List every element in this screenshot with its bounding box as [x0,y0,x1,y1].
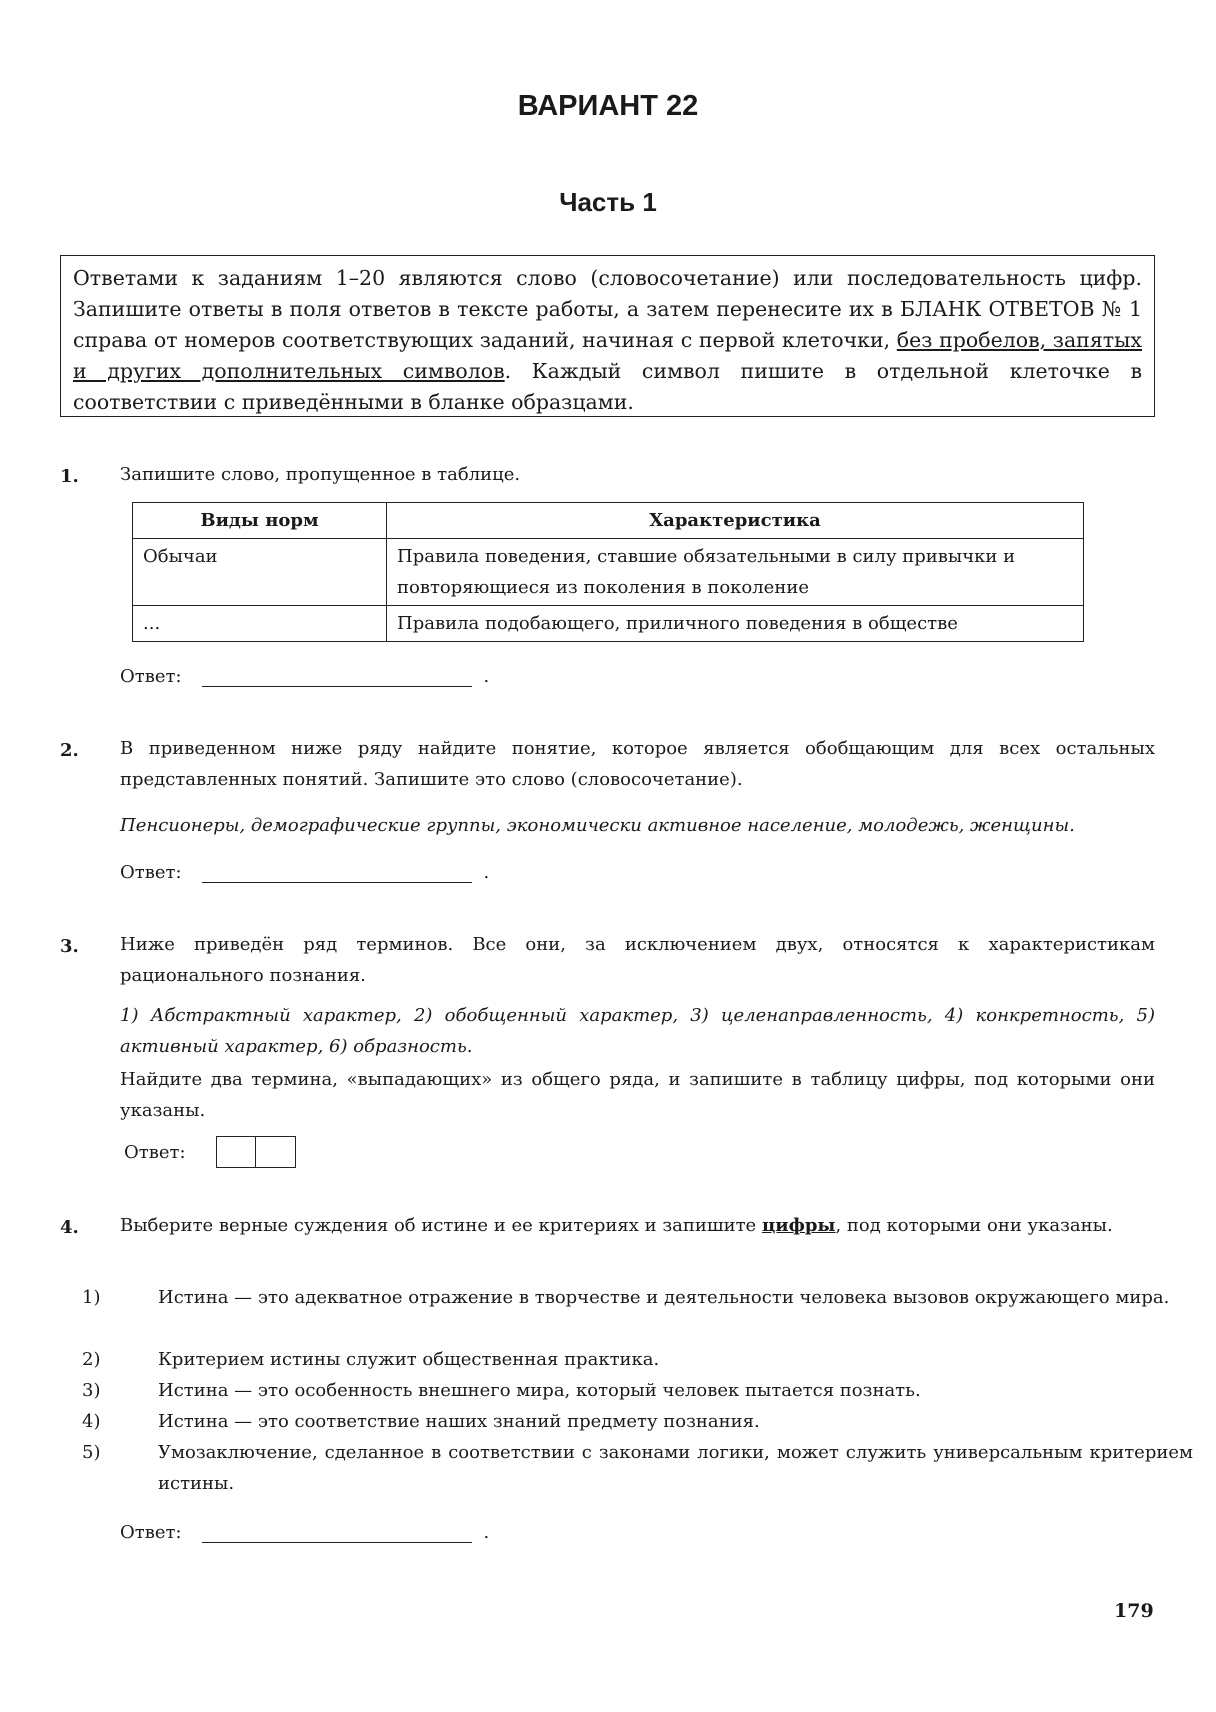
list-item [82,1344,1193,1375]
answer-label: Ответ: [124,1141,186,1163]
question-3-answer [124,1136,296,1168]
table-cell: Правила подобающего, приличного поведения в обществе [387,606,1084,642]
question-4-number: 4. [60,1217,79,1238]
list-item [82,1437,1193,1499]
table-header-cell: Характеристика [387,503,1084,539]
answer-label: Ответ: [120,862,182,883]
table-row [133,606,1084,642]
table-cell: Обычаи [133,539,387,606]
question-4-text-after: , под которыми они указаны. [835,1215,1113,1236]
question-1-number: 1. [60,466,79,487]
list-item [82,1282,1193,1313]
list-item-number: 4) [82,1411,101,1432]
table-cell: Правила поведения, ставшие обязательными в силу привычки и повторяющиеся из поколения в поколение [387,539,1084,606]
list-item-number: 3) [82,1380,101,1401]
answer-field[interactable] [202,1524,472,1543]
question-3-task: Найдите два термина, «выпадающих» из общего ряда, и запишите в таблицу цифры, под которыми они указаны. [120,1069,1155,1121]
answer-box[interactable] [216,1136,256,1168]
page-number: 179 [1114,1600,1154,1622]
question-1-answer [120,666,489,687]
part-title: Часть 1 [559,187,657,217]
question-4-answer [120,1522,489,1543]
answer-field[interactable] [202,668,472,687]
variant-title: ВАРИАНТ 22 [517,90,699,122]
answer-dot: . [483,1522,490,1543]
answer-label: Ответ: [120,666,182,687]
list-item-text: Истина — это адекватное отражение в творчестве и деятельности человека вызовов окружающего мира. [158,1287,1170,1308]
answer-dot: . [483,862,490,883]
answer-boxes [216,1136,296,1168]
list-item-number: 5) [82,1442,101,1463]
list-item [82,1406,1193,1437]
question-4-text-before: Выберите верные суждения об истине и ее критериях и запишите [120,1215,762,1236]
answer-dot: . [483,666,490,687]
list-item-number: 2) [82,1349,101,1370]
question-3-terms: 1) Абстрактный характер, 2) обобщенный характер, 3) целенаправленность, 4) конкретность, 5) активный характер, 6) образность. [120,1005,1155,1057]
list-item [82,1375,1193,1406]
question-4-text-bold: цифры [761,1215,836,1236]
question-2-answer [120,862,489,883]
list-item-text: Умозаключение, сделанное в соответствии с законами логики, может служить универсальным критерием истины. [158,1442,1193,1494]
list-item-number: 1) [82,1287,101,1308]
answer-label: Ответ: [120,1522,182,1543]
answer-box[interactable] [256,1136,296,1168]
question-4-text [120,1210,1155,1241]
question-2-text: В приведенном ниже ряду найдите понятие, которое является обобщающим для всех остальных представленных понятий. Запишите это слово (словосочетание). [120,738,1155,790]
answer-field[interactable] [202,864,472,883]
instructions-text-1: Ответами к заданиям 1–20 являются слово (словосочетание) или последовательность цифр. Запишите ответы в поля ответов в тексте работы, а затем перенесите их в БЛАНК ОТВЕТОВ № 1 справа от номеров соответствующих заданий, начиная с первой клеточки, [73,266,1142,352]
question-2-series: Пенсионеры, демографические группы, экономически активное население, молодежь, женщины. [120,815,1075,836]
list-item-text: Истина — это соответствие наших знаний предмету познания. [158,1411,760,1432]
table-cell: ... [133,606,387,642]
list-item-text: Истина — это особенность внешнего мира, который человек пытается познать. [158,1380,921,1401]
table-header-row [133,503,1084,539]
question-2-number: 2. [60,740,79,761]
instructions-box [60,255,1155,417]
list-item-text: Критерием истины служит общественная практика. [158,1349,660,1370]
question-3-text: Ниже приведён ряд терминов. Все они, за исключением двух, относятся к характеристикам рационального познания. [120,934,1155,986]
table-header-cell: Виды норм [133,503,387,539]
question-3-number: 3. [60,936,79,957]
instructions-text-2: . Каждый символ пишите в отдельной клеточке в соответствии с приведёнными в бланке образцами. [73,359,1142,414]
instructions-underlined: без пробелов, запятых и других дополнительных символов [73,328,1142,383]
norms-table [132,502,1084,642]
table-row [133,539,1084,606]
question-1-text: Запишите слово, пропущенное в таблице. [120,464,521,485]
